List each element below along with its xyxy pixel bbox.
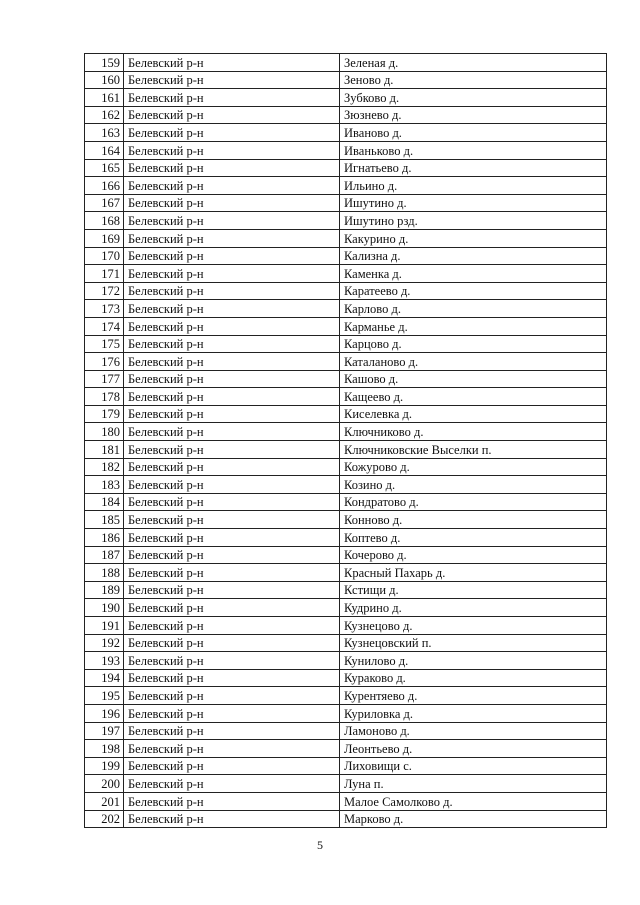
district-cell: Белевский р-н (124, 405, 340, 423)
district-cell: Белевский р-н (124, 564, 340, 582)
settlement-cell: Луна п. (340, 775, 607, 793)
district-cell: Белевский р-н (124, 546, 340, 564)
table-row (85, 810, 607, 828)
table-row (85, 265, 607, 283)
row-number-cell: 166 (85, 177, 124, 195)
district-cell: Белевский р-н (124, 722, 340, 740)
settlement-cell: Конново д. (340, 511, 607, 529)
row-number-cell: 168 (85, 212, 124, 230)
settlement-cell: Лиховищи с. (340, 757, 607, 775)
district-cell: Белевский р-н (124, 370, 340, 388)
settlement-cell: Зюзнево д. (340, 106, 607, 124)
district-cell: Белевский р-н (124, 652, 340, 670)
settlement-cell: Коптево д. (340, 529, 607, 547)
table-row (85, 757, 607, 775)
row-number-cell: 181 (85, 441, 124, 459)
table-row (85, 177, 607, 195)
row-number-cell: 188 (85, 564, 124, 582)
district-cell: Белевский р-н (124, 194, 340, 212)
row-number-cell: 189 (85, 581, 124, 599)
table-row (85, 458, 607, 476)
table-row (85, 335, 607, 353)
table-row (85, 564, 607, 582)
table-row (85, 194, 607, 212)
district-cell: Белевский р-н (124, 687, 340, 705)
table-row (85, 652, 607, 670)
table-row (85, 405, 607, 423)
district-cell: Белевский р-н (124, 458, 340, 476)
table-row (85, 441, 607, 459)
settlement-cell: Иваньково д. (340, 141, 607, 159)
row-number-cell: 160 (85, 71, 124, 89)
district-cell: Белевский р-н (124, 353, 340, 371)
table-row (85, 229, 607, 247)
row-number-cell: 191 (85, 617, 124, 635)
settlements-table (84, 53, 607, 828)
row-number-cell: 202 (85, 810, 124, 828)
settlement-cell: Козино д. (340, 476, 607, 494)
district-cell: Белевский р-н (124, 388, 340, 406)
table-row (85, 546, 607, 564)
row-number-cell: 159 (85, 54, 124, 72)
table-row (85, 740, 607, 758)
row-number-cell: 180 (85, 423, 124, 441)
table-row (85, 388, 607, 406)
row-number-cell: 163 (85, 124, 124, 142)
table-row (85, 687, 607, 705)
row-number-cell: 178 (85, 388, 124, 406)
row-number-cell: 182 (85, 458, 124, 476)
district-cell: Белевский р-н (124, 89, 340, 107)
table-row (85, 581, 607, 599)
row-number-cell: 192 (85, 634, 124, 652)
settlement-cell: Карманье д. (340, 317, 607, 335)
settlement-cell: Кузнецово д. (340, 617, 607, 635)
district-cell: Белевский р-н (124, 493, 340, 511)
settlement-cell: Игнатьево д. (340, 159, 607, 177)
settlement-cell: Ключниково д. (340, 423, 607, 441)
district-cell: Белевский р-н (124, 212, 340, 230)
table-row (85, 634, 607, 652)
row-number-cell: 201 (85, 792, 124, 810)
district-cell: Белевский р-н (124, 71, 340, 89)
settlement-cell: Кстищи д. (340, 581, 607, 599)
row-number-cell: 169 (85, 229, 124, 247)
settlement-cell: Кузнецовский п. (340, 634, 607, 652)
settlement-cell: Красный Пахарь д. (340, 564, 607, 582)
row-number-cell: 184 (85, 493, 124, 511)
district-cell: Белевский р-н (124, 54, 340, 72)
table-row (85, 317, 607, 335)
district-cell: Белевский р-н (124, 529, 340, 547)
district-cell: Белевский р-н (124, 247, 340, 265)
settlement-cell: Кашово д. (340, 370, 607, 388)
row-number-cell: 197 (85, 722, 124, 740)
district-cell: Белевский р-н (124, 669, 340, 687)
settlement-cell: Ламоново д. (340, 722, 607, 740)
table-row (85, 89, 607, 107)
row-number-cell: 186 (85, 529, 124, 547)
table-row (85, 511, 607, 529)
row-number-cell: 173 (85, 300, 124, 318)
row-number-cell: 195 (85, 687, 124, 705)
row-number-cell: 200 (85, 775, 124, 793)
settlement-cell: Малое Самолково д. (340, 792, 607, 810)
district-cell: Белевский р-н (124, 617, 340, 635)
row-number-cell: 179 (85, 405, 124, 423)
settlement-cell: Кунилово д. (340, 652, 607, 670)
table-row (85, 71, 607, 89)
table-row (85, 106, 607, 124)
district-cell: Белевский р-н (124, 335, 340, 353)
district-cell: Белевский р-н (124, 757, 340, 775)
district-cell: Белевский р-н (124, 229, 340, 247)
row-number-cell: 172 (85, 282, 124, 300)
district-cell: Белевский р-н (124, 177, 340, 195)
settlement-cell: Иваново д. (340, 124, 607, 142)
district-cell: Белевский р-н (124, 704, 340, 722)
settlement-cell: Каменка д. (340, 265, 607, 283)
table-body (85, 54, 607, 828)
row-number-cell: 183 (85, 476, 124, 494)
district-cell: Белевский р-н (124, 581, 340, 599)
table-row (85, 617, 607, 635)
district-cell: Белевский р-н (124, 265, 340, 283)
table-row (85, 423, 607, 441)
settlement-cell: Кудрино д. (340, 599, 607, 617)
row-number-cell: 198 (85, 740, 124, 758)
table-row (85, 775, 607, 793)
settlement-cell: Карлово д. (340, 300, 607, 318)
row-number-cell: 174 (85, 317, 124, 335)
row-number-cell: 162 (85, 106, 124, 124)
row-number-cell: 164 (85, 141, 124, 159)
row-number-cell: 193 (85, 652, 124, 670)
district-cell: Белевский р-н (124, 141, 340, 159)
table-row (85, 370, 607, 388)
table-row (85, 722, 607, 740)
row-number-cell: 176 (85, 353, 124, 371)
table-row (85, 124, 607, 142)
settlement-cell: Куриловка д. (340, 704, 607, 722)
table-row (85, 669, 607, 687)
row-number-cell: 199 (85, 757, 124, 775)
table-row (85, 54, 607, 72)
district-cell: Белевский р-н (124, 810, 340, 828)
row-number-cell: 175 (85, 335, 124, 353)
settlement-cell: Кураково д. (340, 669, 607, 687)
settlement-cell: Кализна д. (340, 247, 607, 265)
settlement-cell: Каратеево д. (340, 282, 607, 300)
table-row (85, 300, 607, 318)
settlement-cell: Кожурово д. (340, 458, 607, 476)
row-number-cell: 190 (85, 599, 124, 617)
district-cell: Белевский р-н (124, 317, 340, 335)
district-cell: Белевский р-н (124, 159, 340, 177)
table-row (85, 212, 607, 230)
district-cell: Белевский р-н (124, 300, 340, 318)
table-row (85, 599, 607, 617)
row-number-cell: 170 (85, 247, 124, 265)
table-row (85, 792, 607, 810)
district-cell: Белевский р-н (124, 599, 340, 617)
district-cell: Белевский р-н (124, 511, 340, 529)
table-row (85, 141, 607, 159)
table-row (85, 476, 607, 494)
table-row (85, 247, 607, 265)
row-number-cell: 187 (85, 546, 124, 564)
row-number-cell: 177 (85, 370, 124, 388)
settlement-cell: Зеново д. (340, 71, 607, 89)
settlement-cell: Ключниковские Выселки п. (340, 441, 607, 459)
settlement-cell: Какурино д. (340, 229, 607, 247)
settlement-cell: Киселевка д. (340, 405, 607, 423)
row-number-cell: 185 (85, 511, 124, 529)
district-cell: Белевский р-н (124, 792, 340, 810)
district-cell: Белевский р-н (124, 441, 340, 459)
district-cell: Белевский р-н (124, 124, 340, 142)
district-cell: Белевский р-н (124, 106, 340, 124)
settlement-cell: Каталаново д. (340, 353, 607, 371)
table-row (85, 353, 607, 371)
settlement-cell: Ильино д. (340, 177, 607, 195)
settlement-cell: Зеленая д. (340, 54, 607, 72)
settlement-cell: Марково д. (340, 810, 607, 828)
row-number-cell: 194 (85, 669, 124, 687)
settlement-cell: Кондратово д. (340, 493, 607, 511)
table-row (85, 704, 607, 722)
table-row (85, 529, 607, 547)
row-number-cell: 196 (85, 704, 124, 722)
district-cell: Белевский р-н (124, 634, 340, 652)
settlement-cell: Кащеево д. (340, 388, 607, 406)
row-number-cell: 167 (85, 194, 124, 212)
settlement-cell: Леонтьево д. (340, 740, 607, 758)
settlement-cell: Зубково д. (340, 89, 607, 107)
table-row (85, 159, 607, 177)
district-cell: Белевский р-н (124, 740, 340, 758)
settlement-cell: Курентяево д. (340, 687, 607, 705)
row-number-cell: 165 (85, 159, 124, 177)
row-number-cell: 161 (85, 89, 124, 107)
table-row (85, 493, 607, 511)
settlement-cell: Карцово д. (340, 335, 607, 353)
row-number-cell: 171 (85, 265, 124, 283)
district-cell: Белевский р-н (124, 282, 340, 300)
district-cell: Белевский р-н (124, 423, 340, 441)
district-cell: Белевский р-н (124, 775, 340, 793)
settlement-cell: Кочерово д. (340, 546, 607, 564)
district-cell: Белевский р-н (124, 476, 340, 494)
page-number: 5 (317, 838, 323, 852)
settlement-cell: Ишутино д. (340, 194, 607, 212)
settlement-cell: Ишутино рзд. (340, 212, 607, 230)
table-row (85, 282, 607, 300)
